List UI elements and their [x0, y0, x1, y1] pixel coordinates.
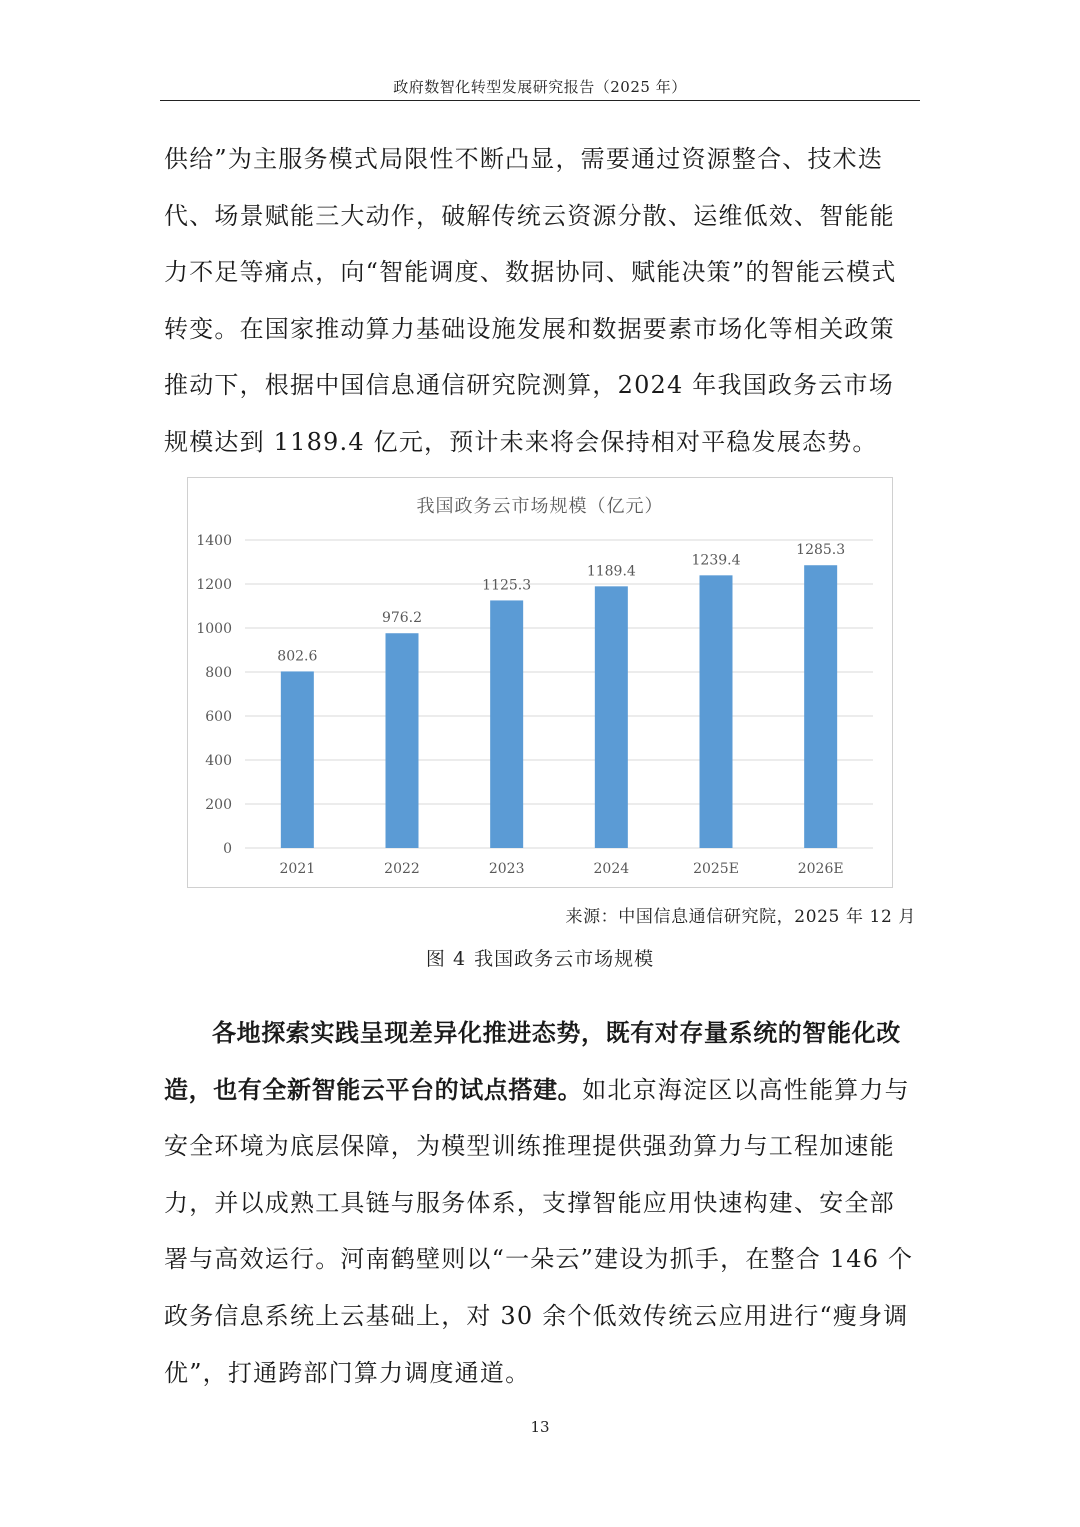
figure-caption-number: 图 4 [425, 948, 467, 970]
bar [281, 671, 314, 848]
market-size-chart [187, 477, 893, 888]
x-tick-label: 2021 [279, 861, 316, 877]
header-rule [160, 100, 920, 101]
body-paragraph-1: 供给”为主服务模式局限性不断凸显，需要通过资源整合、技术迭代、场景赋能三大动作，破解传统云资源分散、运维低效、智能能力不足等痛点，向“智能调度、数据协同、赋能决策”的智能云模式转变。在国家推动算力基础设施发展和数据要素市场化等相关政策推动下，根据中国信息通信研究院测算，2024 年我国政务云市场规模达到 1189.4 亿元，预计未来将会保持相对平稳发展态势。 [164, 145, 897, 456]
bar-value-label: 1285.3 [796, 542, 846, 559]
chart-title: 我国政务云市场规模（亿元） [416, 496, 664, 517]
y-tick-label: 1200 [196, 577, 232, 593]
y-tick-label: 400 [205, 753, 232, 769]
figure-caption-text: 我国政务云市场规模 [474, 948, 655, 970]
y-tick-label: 1400 [196, 533, 232, 549]
x-tick-label: 2025E [693, 861, 739, 877]
bar [700, 575, 733, 848]
bar-value-label: 1189.4 [586, 563, 636, 580]
y-tick-label: 800 [205, 665, 232, 681]
running-header: 政府数智化转型发展研究报告（2025 年） [393, 78, 687, 96]
bar-value-label: 802.6 [277, 648, 318, 665]
x-tick-label: 2023 [488, 861, 525, 877]
figure-caption [164, 944, 916, 971]
bar [490, 600, 523, 848]
bar [804, 565, 837, 848]
bar [595, 586, 628, 848]
x-tick-label: 2022 [384, 861, 420, 877]
bar-value-label: 976.2 [381, 610, 423, 627]
bar-value-label: 1125.3 [482, 577, 532, 594]
x-tick-label: 2026E [797, 861, 844, 877]
y-tick-label: 200 [205, 797, 232, 813]
bar [386, 633, 419, 848]
x-tick-label: 2024 [593, 861, 630, 877]
body-paragraph-2 [164, 1005, 916, 1401]
page-number: 13 [530, 1418, 550, 1436]
bar-value-label: 1239.4 [691, 552, 741, 569]
chart-canvas [188, 478, 892, 887]
y-tick-label: 1000 [196, 621, 232, 637]
figure-source-note: 来源：中国信息通信研究院，2025 年 12 月 [565, 907, 916, 927]
body-paragraph-2-body: 如北京海淀区以高性能算力与安全环境为底层保障，为模型训练推理提供强劲算力与工程加速能力，并以成熟工具链与服务体系，支撑智能应用快速构建、安全部署与高效运行。河南鹤壁则以“一朵云”建设为抓手，在整合 146 个政务信息系统上云基础上，对 30 余个低效传统云应用进行“瘦身调优”，打通跨部门算力调度通道。 [164, 1075, 914, 1387]
y-tick-label: 600 [205, 709, 232, 725]
body-paragraph-2-lead: 各地探索实践呈现差异化推进态势，既有对存量系统的智能化改造，也有全新智能云平台的试点搭建。 [164, 1019, 901, 1104]
y-tick-label: 0 [223, 841, 232, 857]
